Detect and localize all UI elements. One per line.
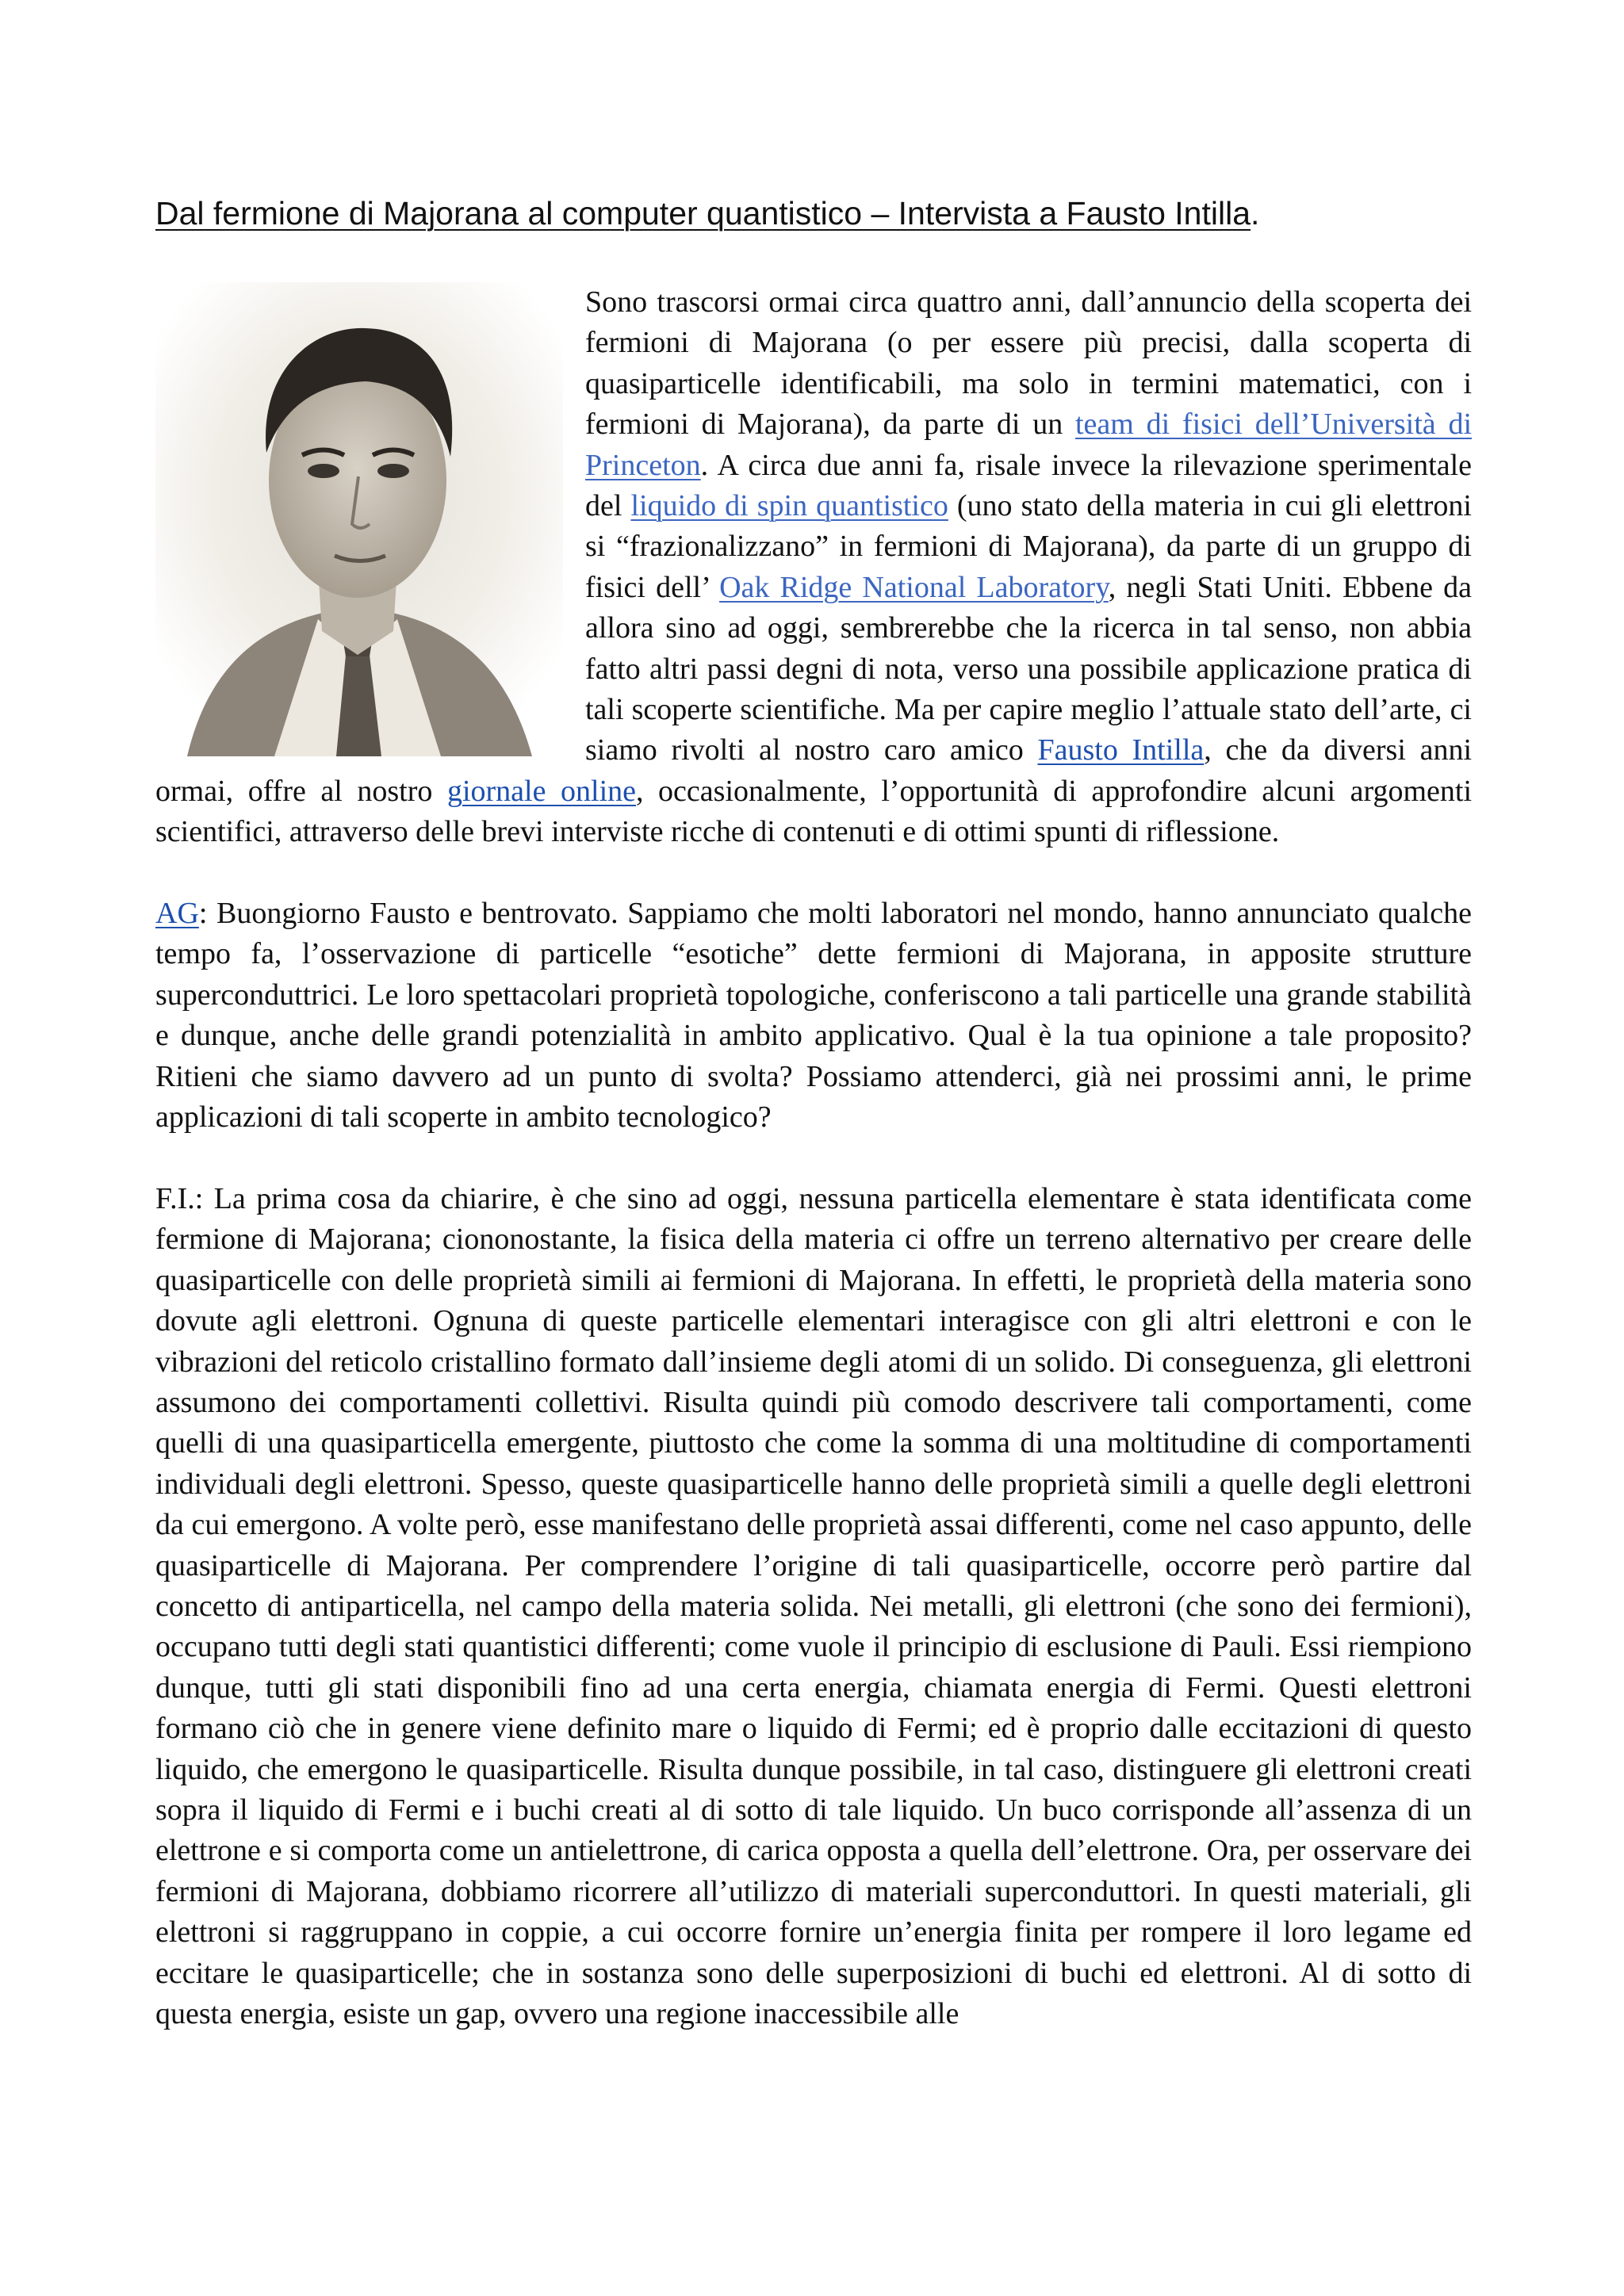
- portrait-photo: [155, 282, 563, 756]
- link-spin-liquid[interactable]: liquido di spin quantistico: [630, 489, 948, 523]
- question-text: : Buongiorno Fausto e bentrovato. Sappiamo che molti laboratori nel mondo, hanno annunciato qualche tempo fa, l’osservazione di particelle “esotiche” dette fermioni di Majorana, in apposite strutture superconduttrici. Le loro spettacolari proprietà topologiche, conferiscono a tali particelle una grande stabilità e dunque, anche delle grandi potenzialità in ambito applicativo. Qual è la tua opinione a tale proposito? Ritieni che siamo davvero ad un punto di svolta? Possiamo attenderci, già nei prossimi anni, le prime applicazioni di tali scoperte in ambito tecnologico?: [155, 897, 1472, 1135]
- answer-paragraph: F.I.: La prima cosa da chiarire, è che sino ad oggi, nessuna particella elementare è stata identificata come fermione di Majorana; ciononostante, la fisica della materia ci offre un terreno alternativo per creare delle quasiparticelle con delle proprietà simili ai fermioni di Majorana. In effetti, le proprietà della materia sono dovute agli elettroni. Ognuna di queste particelle elementari interagisce con gli altri elettroni e con le vibrazioni del reticolo cristallino formato dall’insieme degli atomi di un solido. Di conseguenza, gli elettroni assumono dei comportamenti collettivi. Risulta quindi più comodo descrivere tali comportamenti, come quelli di una quasiparticella emergente, piuttosto che come la somma di una moltitudine di comportamenti individuali degli elettroni. Spesso, queste quasiparticelle hanno delle proprietà simili a quelle degli elettroni da cui emergono. A volte però, esse manifestano delle proprietà assai differenti, come nel caso appunto, delle quasiparticelle di Majorana. Per comprendere l’origine di tali quasiparticelle, occorre però partire dal concetto di antiparticella, nel campo della materia solida. Nei metalli, gli elettroni (che sono dei fermioni), occupano tutti degli stati quantistici differenti; come vuole il principio di esclusione di Pauli. Essi riempiono dunque, tutti gli stati disponibili fino ad una certa energia, chiamata energia di Fermi. Questi elettroni formano ciò che in genere viene definito mare o liquido di Fermi; ed è proprio dalle eccitazioni di questo liquido, che emergono le quasiparticelle. Risulta dunque possibile, in tal caso, distinguere gli elettroni creati sopra il liquido di Fermi e i buchi creati al di sotto di tale liquido. Un buco corrisponde all’assenza di un elettrone e si comporta come un antielettrone, di carica opposta a quella dell’elettrone. Ora, per osservare dei fermioni di Majorana, dobbiamo ricorrere all’utilizzo di materiali superconduttori. In questi materiali, gli elettroni si raggruppano in coppie, a cui occorre fornire un’energia finita per rompere il loro legame ed eccitare le quasiparticelle; che in sostanza sono delle superposizioni di buchi ed elettroni. Al di sotto di questa energia, esiste un gap, ovvero una regione inaccessibile alle: [155, 1181, 1472, 2031]
- link-fausto-intilla[interactable]: Fausto Intilla: [1037, 733, 1205, 767]
- question-paragraph: [155, 894, 1472, 1138]
- intro-text-2: . A circa due anni fa, risale invece la rilevazione sperimentale del: [585, 448, 1472, 523]
- link-oak-ridge[interactable]: Oak Ridge National Laboratory: [719, 570, 1109, 604]
- link-ag-speaker[interactable]: AG: [155, 897, 199, 931]
- portrait-illustration: [155, 282, 563, 756]
- intro-text-5: , che da diversi anni ormai, offre al nostro: [155, 733, 1473, 808]
- intro-text-6: , occasionalmente, l’opportunità di approfondire alcuni argomenti scientifici, attraverso delle brevi interviste ricche di contenuti e di ottimi spunti di riflessione.: [155, 774, 1473, 849]
- intro-text-1: Sono trascorsi ormai circa quattro anni, dall’annuncio della scoperta dei fermioni di Majorana (o per essere più precisi, dalla scoperta di quasiparticelle identificabili, ma solo in termini matematici, con i fermioni di Majorana), da parte di un: [585, 285, 1472, 442]
- article-title: [155, 190, 1472, 236]
- link-giornale-online[interactable]: giornale online: [446, 774, 636, 808]
- article-title-text: Dal fermione di Majorana al computer quantistico – Intervista a Fausto Intilla: [155, 195, 1251, 232]
- article-body: [155, 282, 1472, 2034]
- article-title-period: .: [1251, 195, 1260, 232]
- intro-text-4: , negli Stati Uniti. Ebbene da allora sino ad oggi, sembrerebbe che la ricerca in tal senso, non abbia fatto altri passi degni di nota, verso una possibile applicazione pratica di tali scoperte scientifiche. Ma per capire meglio l’attuale stato dell’arte, ci siamo rivolti al nostro caro amico: [585, 570, 1472, 767]
- link-princeton[interactable]: team di fisici dell’Università di Princeton: [585, 408, 1472, 482]
- intro-text-3: (uno stato della materia in cui gli elettroni si “frazionalizzano” in fermioni di Majorana), da parte di un gruppo di fisici dell’: [585, 489, 1472, 604]
